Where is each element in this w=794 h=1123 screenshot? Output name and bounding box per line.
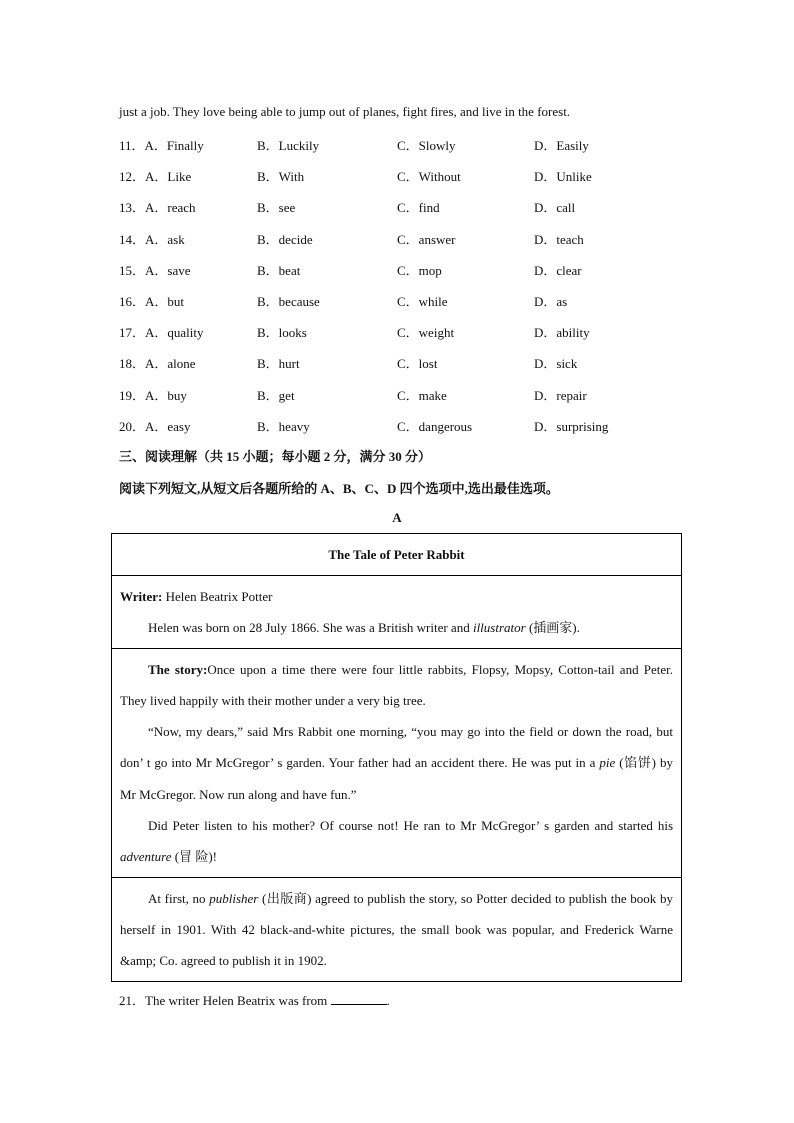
story-italic-pie: pie — [599, 755, 616, 771]
option-a: 11．A．Finally — [119, 138, 204, 153]
cloze-options — [119, 135, 639, 447]
publish-paragraph — [120, 883, 673, 977]
writer-label: Writer: — [120, 589, 163, 604]
passage-title: The Tale of Peter Rabbit — [112, 534, 682, 576]
story-paragraph-3 — [120, 810, 673, 873]
option-a: 12．A．Like — [119, 169, 192, 185]
option-d: D．ability — [534, 325, 590, 341]
option-row — [119, 229, 639, 260]
option-b: B．looks — [257, 325, 307, 341]
story-paragraph-2 — [120, 716, 673, 810]
question-21-text: 21．The writer Helen Beatrix was from — [119, 993, 331, 1008]
answer-blank[interactable] — [331, 992, 387, 1005]
story-italic-adventure: adventure — [120, 849, 172, 865]
passage-table — [111, 533, 682, 982]
writer-paragraph — [120, 612, 673, 643]
option-row — [119, 135, 639, 166]
option-a: 20．A．easy — [119, 418, 191, 434]
option-d: D．surprising — [534, 418, 609, 434]
story-text-3a: Did Peter listen to his mother? Of course not! He ran to Mr McGregor’ s garden and started his — [148, 818, 673, 834]
section-heading: 三、阅读理解（共 15 小题；每小题 2 分，满分 30 分） — [119, 449, 432, 464]
option-c: C．Slowly — [397, 138, 456, 153]
story-cell — [112, 648, 682, 877]
writer-text-end: (插画家). — [525, 620, 580, 636]
story-text-3b: (冒 险)! — [171, 849, 217, 865]
publish-text-b: (出版商) agreed to publish the story, so Potter decided to publish the book by herself in 1901. With 42 black-and-white pictures, the small book was popular, and Frederick Warne &amp; Co. agreed to publish it in 1902. — [120, 890, 673, 969]
option-b: B．get — [257, 387, 295, 403]
story-text-2b: (馅饼) by Mr McGregor. Now run along and have fun.” — [120, 755, 673, 802]
option-c: C．weight — [397, 325, 455, 341]
option-d: D．as — [534, 293, 568, 309]
option-row — [119, 166, 639, 197]
option-d: D．call — [534, 200, 576, 216]
publish-italic: publisher — [209, 890, 259, 906]
option-a: 19．A．buy — [119, 387, 187, 403]
option-c: C．mop — [397, 262, 442, 278]
option-b: B．hurt — [257, 356, 300, 372]
option-c: C．answer — [397, 231, 456, 247]
option-a: 13．A．reach — [119, 200, 196, 216]
passage-continuation-line: just a job. They love being able to jump out of planes, fight fires, and live in the forest. — [119, 104, 571, 119]
option-a: 16．A．but — [119, 293, 185, 309]
publish-text-a: At first, no — [148, 890, 210, 906]
writer-line — [120, 581, 673, 612]
option-b: B．heavy — [257, 418, 310, 434]
writer-italic: illustrator — [472, 620, 526, 636]
option-row — [119, 260, 639, 291]
writer-name: Helen Beatrix Potter — [162, 589, 273, 604]
option-b: B．because — [257, 293, 320, 309]
story-label: The story: — [148, 661, 208, 677]
writer-cell — [112, 576, 682, 649]
option-c: C．make — [397, 387, 447, 403]
option-c: C．Without — [397, 169, 461, 185]
option-row — [119, 416, 639, 447]
option-c: C．find — [397, 200, 440, 216]
question-21-end: . — [386, 993, 390, 1008]
story-text-1: Once upon a time there were four little rabbits, Flopsy, Mopsy, Cotton-tail and Peter. They lived happily with their mother under a very big tree. — [120, 661, 673, 708]
story-paragraph-1 — [120, 654, 673, 717]
option-c: C．dangerous — [397, 418, 473, 434]
option-a: 18．A．alone — [119, 356, 196, 372]
option-a: 17．A．quality — [119, 325, 204, 341]
option-d: D．teach — [534, 231, 584, 247]
writer-text: Helen was born on 28 July 1866. She was a British writer and — [148, 620, 473, 636]
option-d: D．Easily — [534, 138, 589, 153]
option-row — [119, 385, 639, 416]
option-row — [119, 322, 639, 353]
option-b: B．beat — [257, 262, 301, 278]
option-row — [119, 197, 639, 228]
option-a: 14．A．ask — [119, 231, 185, 247]
option-b: B．see — [257, 200, 296, 216]
option-d: D．sick — [534, 356, 578, 372]
publish-cell — [112, 877, 682, 981]
option-b: B．With — [257, 169, 305, 185]
story-text-2a: “Now, my dears,” said Mrs Rabbit one morning, “you may go into the field or down the road, but don’ t go into Mr McGregor’ s garden. Your father had an accident there. He was put in a — [120, 724, 673, 771]
option-d: D．clear — [534, 262, 582, 278]
option-b: B．Luckily — [257, 138, 320, 153]
option-b: B．decide — [257, 231, 313, 247]
option-d: D．Unlike — [534, 169, 592, 185]
section-instruction: 阅读下列短文,从短文后各题所给的 A、B、C、D 四个选项中,选出最佳选项。 — [119, 481, 559, 496]
question-21 — [119, 990, 390, 1009]
option-a: 15．A．save — [119, 262, 191, 278]
passage-letter: A — [392, 510, 402, 525]
option-c: C．while — [397, 293, 448, 309]
option-row — [119, 291, 639, 322]
option-d: D．repair — [534, 387, 587, 403]
option-c: C．lost — [397, 356, 438, 372]
option-row — [119, 353, 639, 384]
